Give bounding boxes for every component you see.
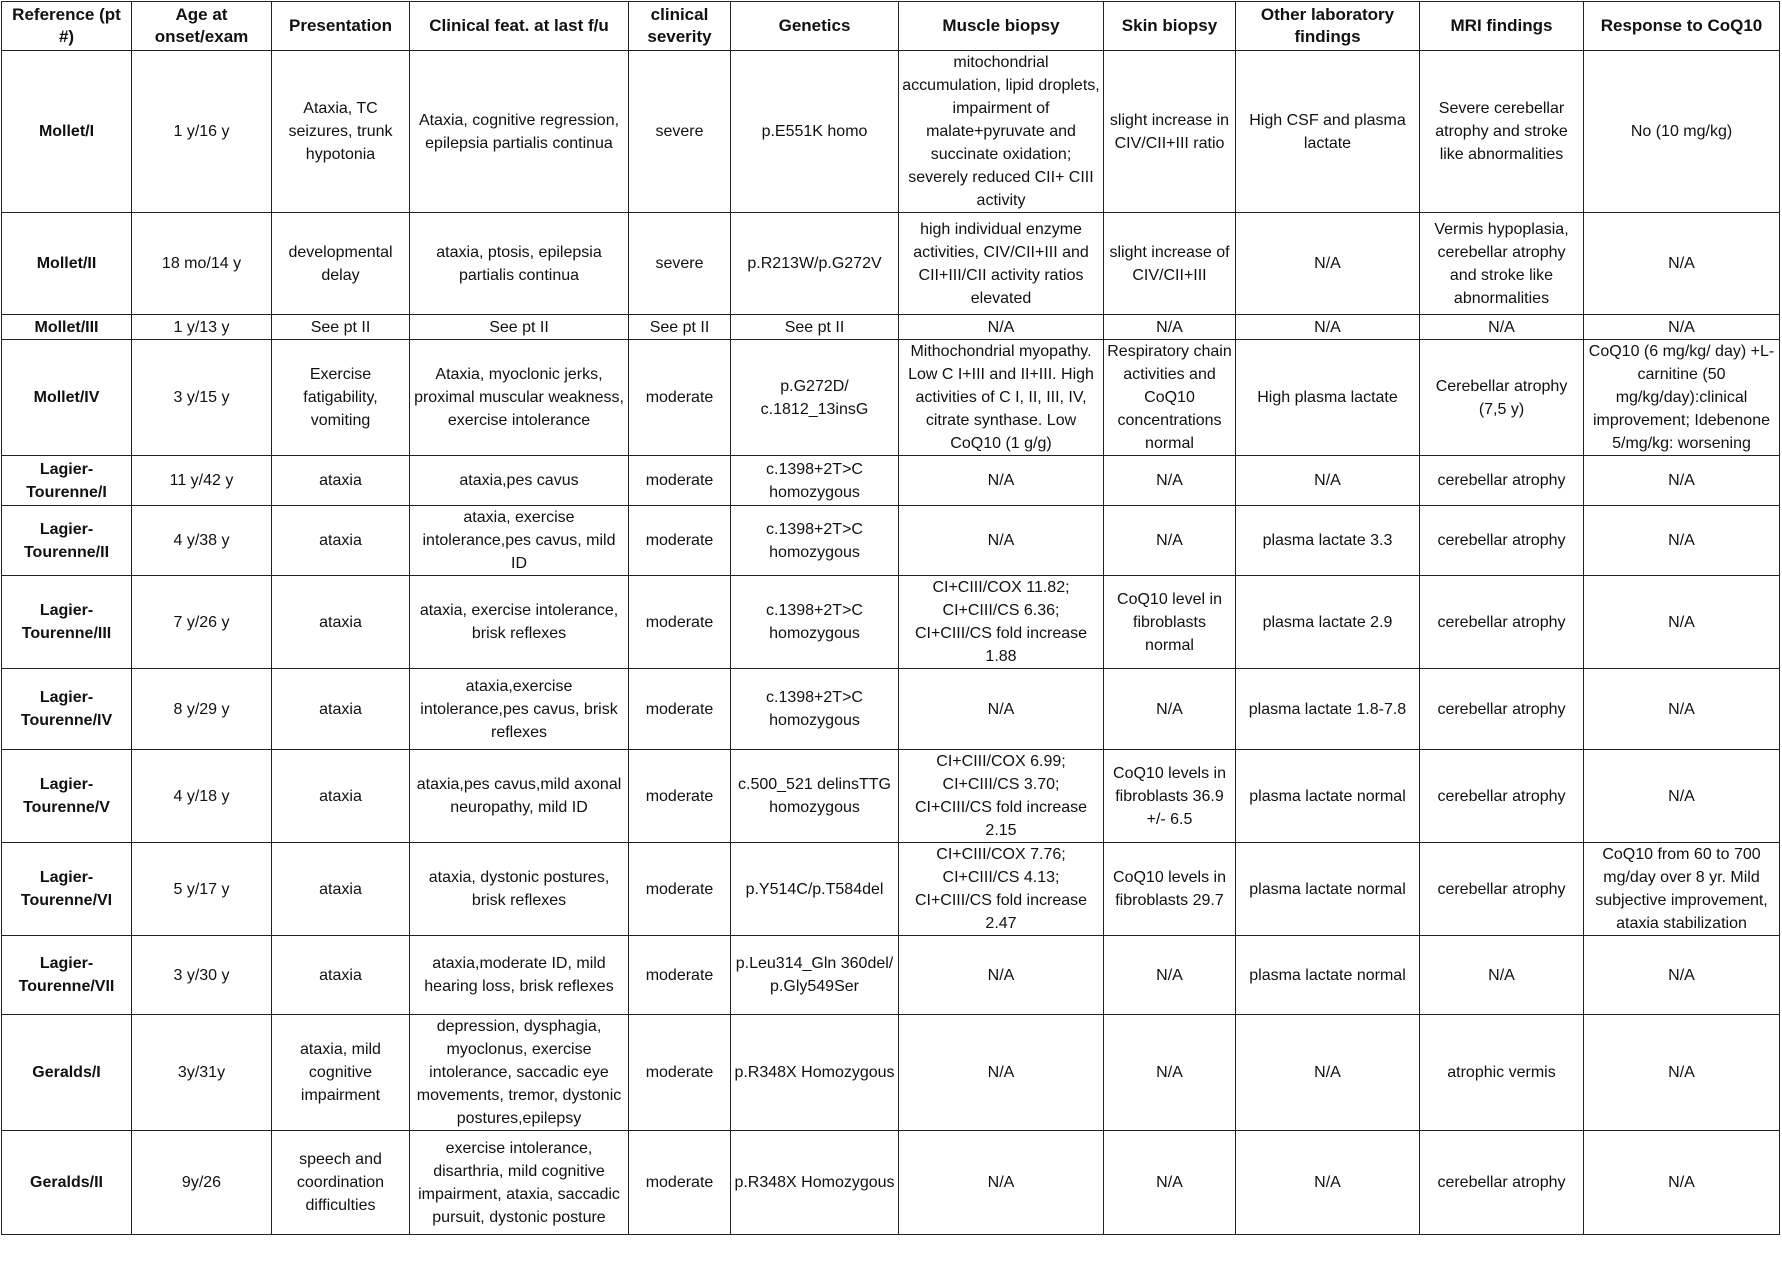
cell-muscle-biopsy: N/A xyxy=(899,936,1104,1015)
cell-coq10-response: N/A xyxy=(1584,576,1780,669)
cell-other-lab: plasma lactate 2.9 xyxy=(1236,576,1420,669)
cell-coq10-response: N/A xyxy=(1584,456,1780,506)
cell-other-lab: High CSF and plasma lactate xyxy=(1236,51,1420,213)
cell-mri: N/A xyxy=(1420,315,1584,340)
cell-coq10-response: N/A xyxy=(1584,750,1780,843)
cell-skin-biopsy: CoQ10 levels in fibroblasts 29.7 xyxy=(1104,843,1236,936)
cell-presentation: ataxia xyxy=(272,843,410,936)
header-clinical-features: Clinical feat. at last f/u xyxy=(410,2,629,51)
table-row xyxy=(2,456,1780,506)
cell-muscle-biopsy: N/A xyxy=(899,506,1104,576)
table-row xyxy=(2,506,1780,576)
cell-other-lab: N/A xyxy=(1236,456,1420,506)
cell-skin-biopsy: slight increase in CIV/CII+III ratio xyxy=(1104,51,1236,213)
cell-presentation: Ataxia, TC seizures, trunk hypotonia xyxy=(272,51,410,213)
cell-coq10-response: N/A xyxy=(1584,936,1780,1015)
cell-reference: Lagier-Tourenne/VI xyxy=(2,843,132,936)
cell-mri: Severe cerebellar atrophy and stroke like abnormalities xyxy=(1420,51,1584,213)
cell-other-lab: N/A xyxy=(1236,1015,1420,1131)
table-row xyxy=(2,1015,1780,1131)
cell-clinical-features: ataxia, ptosis, epilepsia partialis continua xyxy=(410,213,629,315)
header-other-lab: Other laboratory findings xyxy=(1236,2,1420,51)
cell-severity: moderate xyxy=(629,843,731,936)
cell-coq10-response: No (10 mg/kg) xyxy=(1584,51,1780,213)
cell-coq10-response: N/A xyxy=(1584,669,1780,750)
cell-muscle-biopsy: N/A xyxy=(899,315,1104,340)
cell-muscle-biopsy: CI+CIII/COX 6.99; CI+CIII/CS 3.70; CI+CIII/CS fold increase 2.15 xyxy=(899,750,1104,843)
cell-mri: atrophic vermis xyxy=(1420,1015,1584,1131)
cell-skin-biopsy: N/A xyxy=(1104,315,1236,340)
cell-reference: Mollet/III xyxy=(2,315,132,340)
cell-reference: Lagier-Tourenne/IV xyxy=(2,669,132,750)
table-row xyxy=(2,340,1780,456)
table-row xyxy=(2,750,1780,843)
cell-clinical-features: Ataxia, myoclonic jerks, proximal muscular weakness, exercise intolerance xyxy=(410,340,629,456)
cell-genetics: p.R348X Homozygous xyxy=(731,1015,899,1131)
cell-other-lab: N/A xyxy=(1236,1131,1420,1235)
table-row xyxy=(2,576,1780,669)
cell-coq10-response: CoQ10 from 60 to 700 mg/day over 8 yr. Mild subjective improvement, ataxia stabilization xyxy=(1584,843,1780,936)
cell-age: 3y/31y xyxy=(132,1015,272,1131)
cell-skin-biopsy: N/A xyxy=(1104,456,1236,506)
cell-clinical-features: ataxia, dystonic postures, brisk reflexes xyxy=(410,843,629,936)
cell-mri: cerebellar atrophy xyxy=(1420,456,1584,506)
cell-genetics: p.R213W/p.G272V xyxy=(731,213,899,315)
cell-mri: cerebellar atrophy xyxy=(1420,1131,1584,1235)
cell-age: 1 y/16 y xyxy=(132,51,272,213)
cell-coq10-response: N/A xyxy=(1584,1131,1780,1235)
cell-clinical-features: ataxia,exercise intolerance,pes cavus, brisk reflexes xyxy=(410,669,629,750)
cell-genetics: c.1398+2T>C homozygous xyxy=(731,456,899,506)
cell-other-lab: plasma lactate normal xyxy=(1236,936,1420,1015)
cell-other-lab: plasma lactate normal xyxy=(1236,750,1420,843)
cell-severity: severe xyxy=(629,213,731,315)
cell-skin-biopsy: N/A xyxy=(1104,669,1236,750)
cell-skin-biopsy: N/A xyxy=(1104,506,1236,576)
cell-other-lab: High plasma lactate xyxy=(1236,340,1420,456)
cell-reference: Mollet/I xyxy=(2,51,132,213)
cell-age: 3 y/15 y xyxy=(132,340,272,456)
header-coq10-response: Response to CoQ10 xyxy=(1584,2,1780,51)
cell-reference: Mollet/II xyxy=(2,213,132,315)
cell-mri: Cerebellar atrophy (7,5 y) xyxy=(1420,340,1584,456)
header-reference: Reference (pt #) xyxy=(2,2,132,51)
cell-presentation: ataxia xyxy=(272,669,410,750)
cell-presentation: ataxia, mild cognitive impairment xyxy=(272,1015,410,1131)
cell-severity: moderate xyxy=(629,669,731,750)
cell-genetics: See pt II xyxy=(731,315,899,340)
header-skin-biopsy: Skin biopsy xyxy=(1104,2,1236,51)
cell-clinical-features: exercise intolerance, disarthria, mild cognitive impairment, ataxia, saccadic pursuit, dystonic posture xyxy=(410,1131,629,1235)
cell-reference: Lagier-Tourenne/III xyxy=(2,576,132,669)
cell-other-lab: plasma lactate 1.8-7.8 xyxy=(1236,669,1420,750)
cell-muscle-biopsy: N/A xyxy=(899,1015,1104,1131)
cell-mri: cerebellar atrophy xyxy=(1420,843,1584,936)
cell-reference: Mollet/IV xyxy=(2,340,132,456)
cell-reference: Lagier-Tourenne/I xyxy=(2,456,132,506)
header-mri: MRI findings xyxy=(1420,2,1584,51)
cell-severity: moderate xyxy=(629,576,731,669)
cell-muscle-biopsy: N/A xyxy=(899,1131,1104,1235)
cell-age: 18 mo/14 y xyxy=(132,213,272,315)
header-age: Age at onset/exam xyxy=(132,2,272,51)
cell-severity: See pt II xyxy=(629,315,731,340)
cell-genetics: c.1398+2T>C homozygous xyxy=(731,506,899,576)
cell-clinical-features: See pt II xyxy=(410,315,629,340)
cell-age: 7 y/26 y xyxy=(132,576,272,669)
cell-other-lab: N/A xyxy=(1236,213,1420,315)
table-row xyxy=(2,936,1780,1015)
cell-genetics: p.E551K homo xyxy=(731,51,899,213)
cell-skin-biopsy: N/A xyxy=(1104,936,1236,1015)
cell-presentation: Exercise fatigability, vomiting xyxy=(272,340,410,456)
cell-age: 9y/26 xyxy=(132,1131,272,1235)
patient-data-table xyxy=(1,1,1780,1235)
cell-presentation: developmental delay xyxy=(272,213,410,315)
cell-presentation: ataxia xyxy=(272,506,410,576)
cell-age: 5 y/17 y xyxy=(132,843,272,936)
table-row xyxy=(2,51,1780,213)
cell-severity: moderate xyxy=(629,340,731,456)
table-row xyxy=(2,213,1780,315)
cell-reference: Lagier-Tourenne/V xyxy=(2,750,132,843)
cell-presentation: ataxia xyxy=(272,456,410,506)
cell-presentation: ataxia xyxy=(272,576,410,669)
cell-presentation: ataxia xyxy=(272,936,410,1015)
cell-other-lab: N/A xyxy=(1236,315,1420,340)
cell-genetics: p.Y514C/p.T584del xyxy=(731,843,899,936)
cell-skin-biopsy: N/A xyxy=(1104,1131,1236,1235)
header-row xyxy=(2,2,1780,51)
cell-genetics: c.500_521 delinsTTG homozygous xyxy=(731,750,899,843)
cell-other-lab: plasma lactate 3.3 xyxy=(1236,506,1420,576)
cell-muscle-biopsy: mitochondrial accumulation, lipid droplets, impairment of malate+pyruvate and succinate oxidation; severely reduced CII+ CIII activity xyxy=(899,51,1104,213)
cell-muscle-biopsy: CI+CIII/COX 7.76; CI+CIII/CS 4.13; CI+CIII/CS fold increase 2.47 xyxy=(899,843,1104,936)
cell-coq10-response: N/A xyxy=(1584,506,1780,576)
cell-skin-biopsy: N/A xyxy=(1104,1015,1236,1131)
cell-coq10-response: CoQ10 (6 mg/kg/ day) +L-carnitine (50 mg/kg/day):clinical improvement; Idebenone 5/mg/kg: worsening xyxy=(1584,340,1780,456)
cell-skin-biopsy: CoQ10 level in fibroblasts normal xyxy=(1104,576,1236,669)
cell-skin-biopsy: slight increase of CIV/CII+III xyxy=(1104,213,1236,315)
cell-other-lab: plasma lactate normal xyxy=(1236,843,1420,936)
cell-severity: moderate xyxy=(629,936,731,1015)
cell-genetics: p.Leu314_Gln 360del/ p.Gly549Ser xyxy=(731,936,899,1015)
cell-genetics: c.1398+2T>C homozygous xyxy=(731,576,899,669)
cell-clinical-features: ataxia, exercise intolerance,pes cavus, mild ID xyxy=(410,506,629,576)
cell-genetics: p.R348X Homozygous xyxy=(731,1131,899,1235)
cell-presentation: speech and coordination difficulties xyxy=(272,1131,410,1235)
cell-muscle-biopsy: high individual enzyme activities, CIV/CII+III and CII+III/CII activity ratios elevated xyxy=(899,213,1104,315)
cell-clinical-features: Ataxia, cognitive regression, epilepsia partialis continua xyxy=(410,51,629,213)
header-clinical-severity: clinical severity xyxy=(629,2,731,51)
cell-clinical-features: ataxia,pes cavus,mild axonal neuropathy, mild ID xyxy=(410,750,629,843)
cell-skin-biopsy: CoQ10 levels in fibroblasts 36.9 +/- 6.5 xyxy=(1104,750,1236,843)
cell-skin-biopsy: Respiratory chain activities and CoQ10 concentrations normal xyxy=(1104,340,1236,456)
cell-severity: moderate xyxy=(629,506,731,576)
cell-mri: cerebellar atrophy xyxy=(1420,506,1584,576)
header-presentation: Presentation xyxy=(272,2,410,51)
cell-severity: moderate xyxy=(629,750,731,843)
cell-muscle-biopsy: N/A xyxy=(899,456,1104,506)
cell-clinical-features: ataxia,pes cavus xyxy=(410,456,629,506)
table-row xyxy=(2,843,1780,936)
cell-severity: moderate xyxy=(629,1015,731,1131)
cell-age: 4 y/18 y xyxy=(132,750,272,843)
table-row xyxy=(2,315,1780,340)
cell-genetics: p.G272D/ c.1812_13insG xyxy=(731,340,899,456)
cell-coq10-response: N/A xyxy=(1584,1015,1780,1131)
cell-reference: Geralds/I xyxy=(2,1015,132,1131)
table-row xyxy=(2,669,1780,750)
cell-clinical-features: ataxia, exercise intolerance, brisk reflexes xyxy=(410,576,629,669)
cell-muscle-biopsy: N/A xyxy=(899,669,1104,750)
cell-severity: severe xyxy=(629,51,731,213)
cell-age: 11 y/42 y xyxy=(132,456,272,506)
cell-mri: N/A xyxy=(1420,936,1584,1015)
cell-age: 8 y/29 y xyxy=(132,669,272,750)
cell-age: 1 y/13 y xyxy=(132,315,272,340)
cell-reference: Lagier-Tourenne/VII xyxy=(2,936,132,1015)
table-body xyxy=(2,51,1780,1235)
cell-age: 3 y/30 y xyxy=(132,936,272,1015)
table-row xyxy=(2,1131,1780,1235)
cell-muscle-biopsy: Mithochondrial myopathy. Low C I+III and II+III. High activities of C I, II, III, IV, citrate synthase. Low CoQ10 (1 g/g) xyxy=(899,340,1104,456)
header-muscle-biopsy: Muscle biopsy xyxy=(899,2,1104,51)
cell-clinical-features: ataxia,moderate ID, mild hearing loss, brisk reflexes xyxy=(410,936,629,1015)
cell-coq10-response: N/A xyxy=(1584,213,1780,315)
cell-age: 4 y/38 y xyxy=(132,506,272,576)
cell-reference: Geralds/II xyxy=(2,1131,132,1235)
cell-coq10-response: N/A xyxy=(1584,315,1780,340)
cell-clinical-features: depression, dysphagia, myoclonus, exercise intolerance, saccadic eye movements, tremor, dystonic postures,epilepsy xyxy=(410,1015,629,1131)
cell-severity: moderate xyxy=(629,1131,731,1235)
cell-muscle-biopsy: CI+CIII/COX 11.82; CI+CIII/CS 6.36; CI+CIII/CS fold increase 1.88 xyxy=(899,576,1104,669)
cell-mri: Vermis hypoplasia, cerebellar atrophy and stroke like abnormalities xyxy=(1420,213,1584,315)
cell-presentation: ataxia xyxy=(272,750,410,843)
cell-mri: cerebellar atrophy xyxy=(1420,576,1584,669)
cell-mri: cerebellar atrophy xyxy=(1420,669,1584,750)
cell-severity: moderate xyxy=(629,456,731,506)
cell-reference: Lagier-Tourenne/II xyxy=(2,506,132,576)
cell-presentation: See pt II xyxy=(272,315,410,340)
cell-genetics: c.1398+2T>C homozygous xyxy=(731,669,899,750)
header-genetics: Genetics xyxy=(731,2,899,51)
cell-mri: cerebellar atrophy xyxy=(1420,750,1584,843)
